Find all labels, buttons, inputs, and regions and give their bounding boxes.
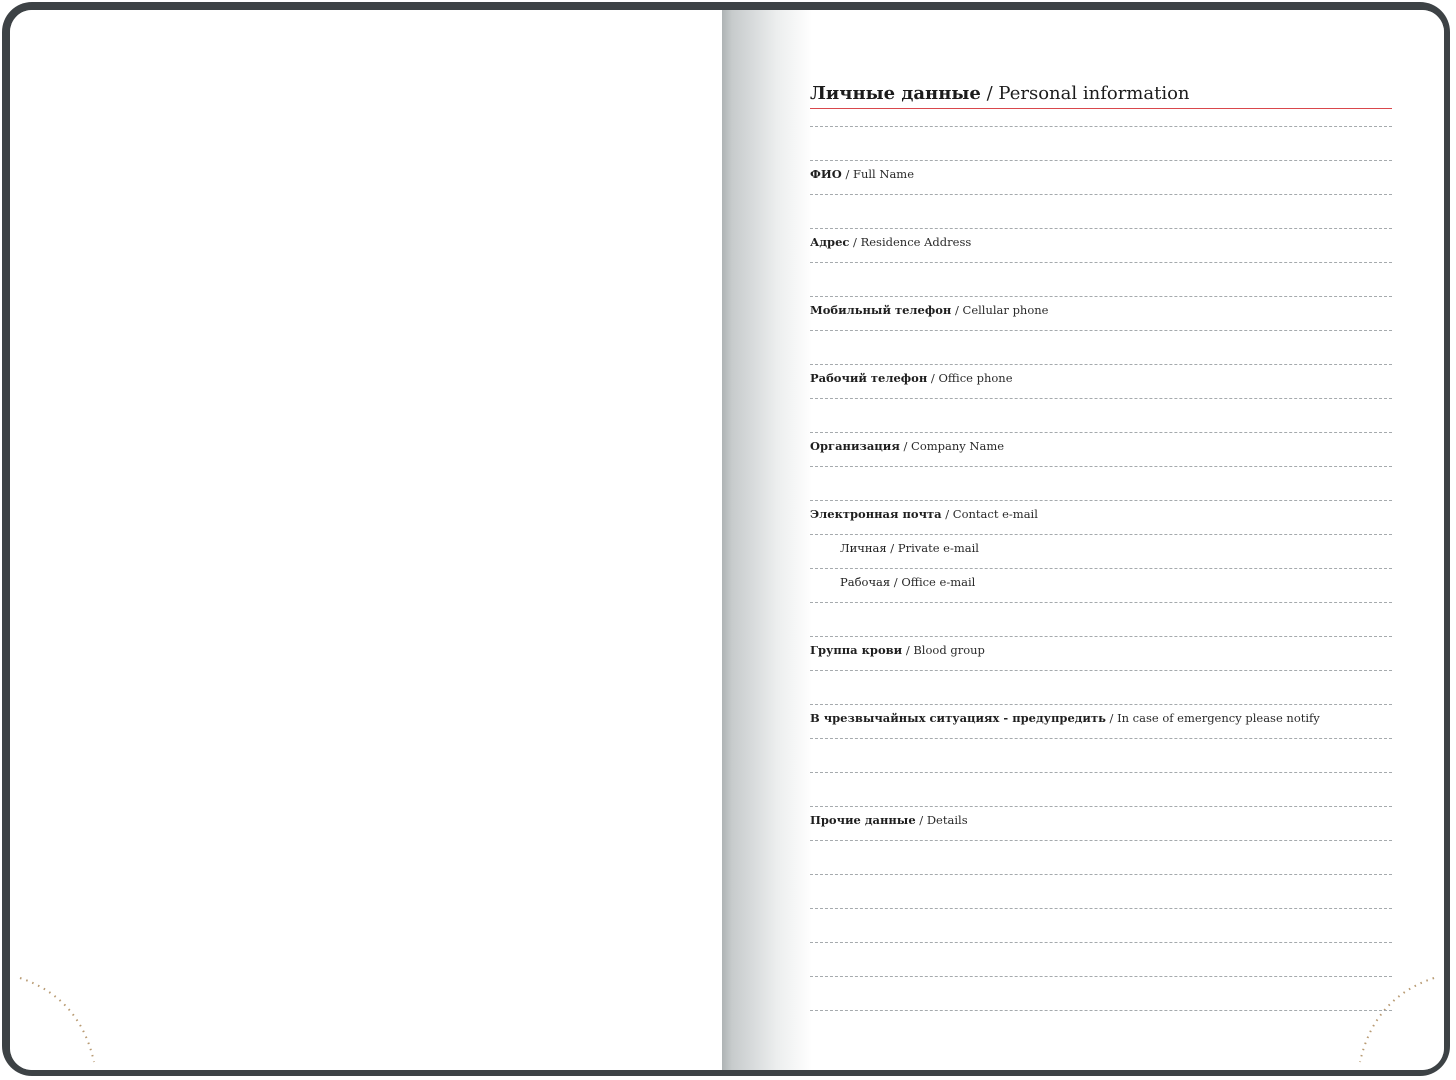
field-label-en: Full Name [852, 167, 915, 181]
blank-writing-line [810, 875, 1392, 909]
form-lines [810, 126, 1392, 1011]
field-label [810, 439, 1005, 453]
field-label-sep: / [841, 167, 853, 181]
blank-writing-line [810, 739, 1392, 773]
corner-strap-left [18, 976, 108, 1066]
form-field-line [810, 161, 1392, 195]
page-title [810, 82, 1392, 109]
page-title-ru: Личные данные [810, 83, 981, 104]
form-field-line [810, 569, 1392, 603]
field-label-en: Details [926, 813, 968, 827]
field-label-ru: Прочие данные [810, 813, 916, 827]
field-label [810, 643, 985, 657]
form-field-line [810, 365, 1392, 399]
field-label-ru: ФИО [810, 167, 842, 181]
page-gutter-shadow [722, 10, 812, 1070]
left-page-blank [10, 10, 722, 1070]
blank-writing-line [810, 909, 1392, 943]
form-field-line [810, 501, 1392, 535]
field-label [840, 575, 976, 589]
field-label-sep: / [890, 575, 902, 589]
field-label [810, 167, 915, 181]
form-field-line [810, 229, 1392, 263]
form-field-line [810, 535, 1392, 569]
field-label-en: Company Name [911, 439, 1005, 453]
blank-writing-line [810, 603, 1392, 637]
form-field-line [810, 705, 1392, 739]
field-label-ru: Группа крови [810, 643, 903, 657]
field-label-ru: Рабочая [840, 575, 891, 589]
field-label-en: Office e-mail [901, 575, 976, 589]
field-label-en: Blood group [913, 643, 985, 657]
blank-writing-line [810, 977, 1392, 1011]
blank-writing-line [810, 671, 1392, 705]
field-label-sep: / [849, 235, 861, 249]
field-label-sep: / [927, 371, 939, 385]
blank-writing-line [810, 126, 1392, 161]
field-label-en: Residence Address [860, 235, 972, 249]
form-field-line [810, 637, 1392, 671]
field-label-ru: Рабочий телефон [810, 371, 928, 385]
blank-writing-line [810, 331, 1392, 365]
field-label-sep: / [902, 643, 914, 657]
field-label-sep: / [899, 439, 912, 453]
blank-writing-line [810, 467, 1392, 501]
blank-writing-line [810, 195, 1392, 229]
form-field-line [810, 297, 1392, 331]
field-label-en: Cellular phone [962, 303, 1049, 317]
field-label-en: In case of emergency please notify [1117, 711, 1320, 725]
field-label-ru: Мобильный телефон [810, 303, 952, 317]
notebook-spread [10, 10, 1444, 1070]
form-field-line [810, 807, 1392, 841]
field-label [810, 507, 1038, 521]
field-label-ru: Личная [840, 541, 887, 555]
field-label-ru: В чрезвычайных ситуациях - предупредить [810, 711, 1106, 725]
blank-writing-line [810, 773, 1392, 807]
field-label-ru: Адрес [810, 235, 850, 249]
field-label-sep: / [941, 507, 953, 521]
blank-writing-line [810, 943, 1392, 977]
field-label [810, 711, 1320, 725]
field-label-ru: Электронная почта [810, 507, 942, 521]
field-label-ru: Организация [810, 439, 900, 453]
form-field-line [810, 433, 1392, 467]
page-title-en: Personal information [998, 83, 1190, 104]
personal-info-form [810, 82, 1392, 1011]
field-label-en: Private e-mail [897, 541, 979, 555]
blank-writing-line [810, 841, 1392, 875]
field-label [810, 303, 1049, 317]
blank-writing-line [810, 399, 1392, 433]
field-label-sep: / [1105, 711, 1118, 725]
field-label-en: Office phone [938, 371, 1013, 385]
blank-writing-line [810, 263, 1392, 297]
field-label [810, 235, 972, 249]
field-label [840, 541, 979, 555]
field-label-sep: / [915, 813, 927, 827]
field-label-sep: / [951, 303, 963, 317]
field-label-sep: / [886, 541, 898, 555]
field-label [810, 371, 1013, 385]
page-title-sep: / [980, 83, 999, 104]
field-label [810, 813, 968, 827]
field-label-en: Contact e-mail [952, 507, 1038, 521]
right-page [722, 10, 1444, 1070]
